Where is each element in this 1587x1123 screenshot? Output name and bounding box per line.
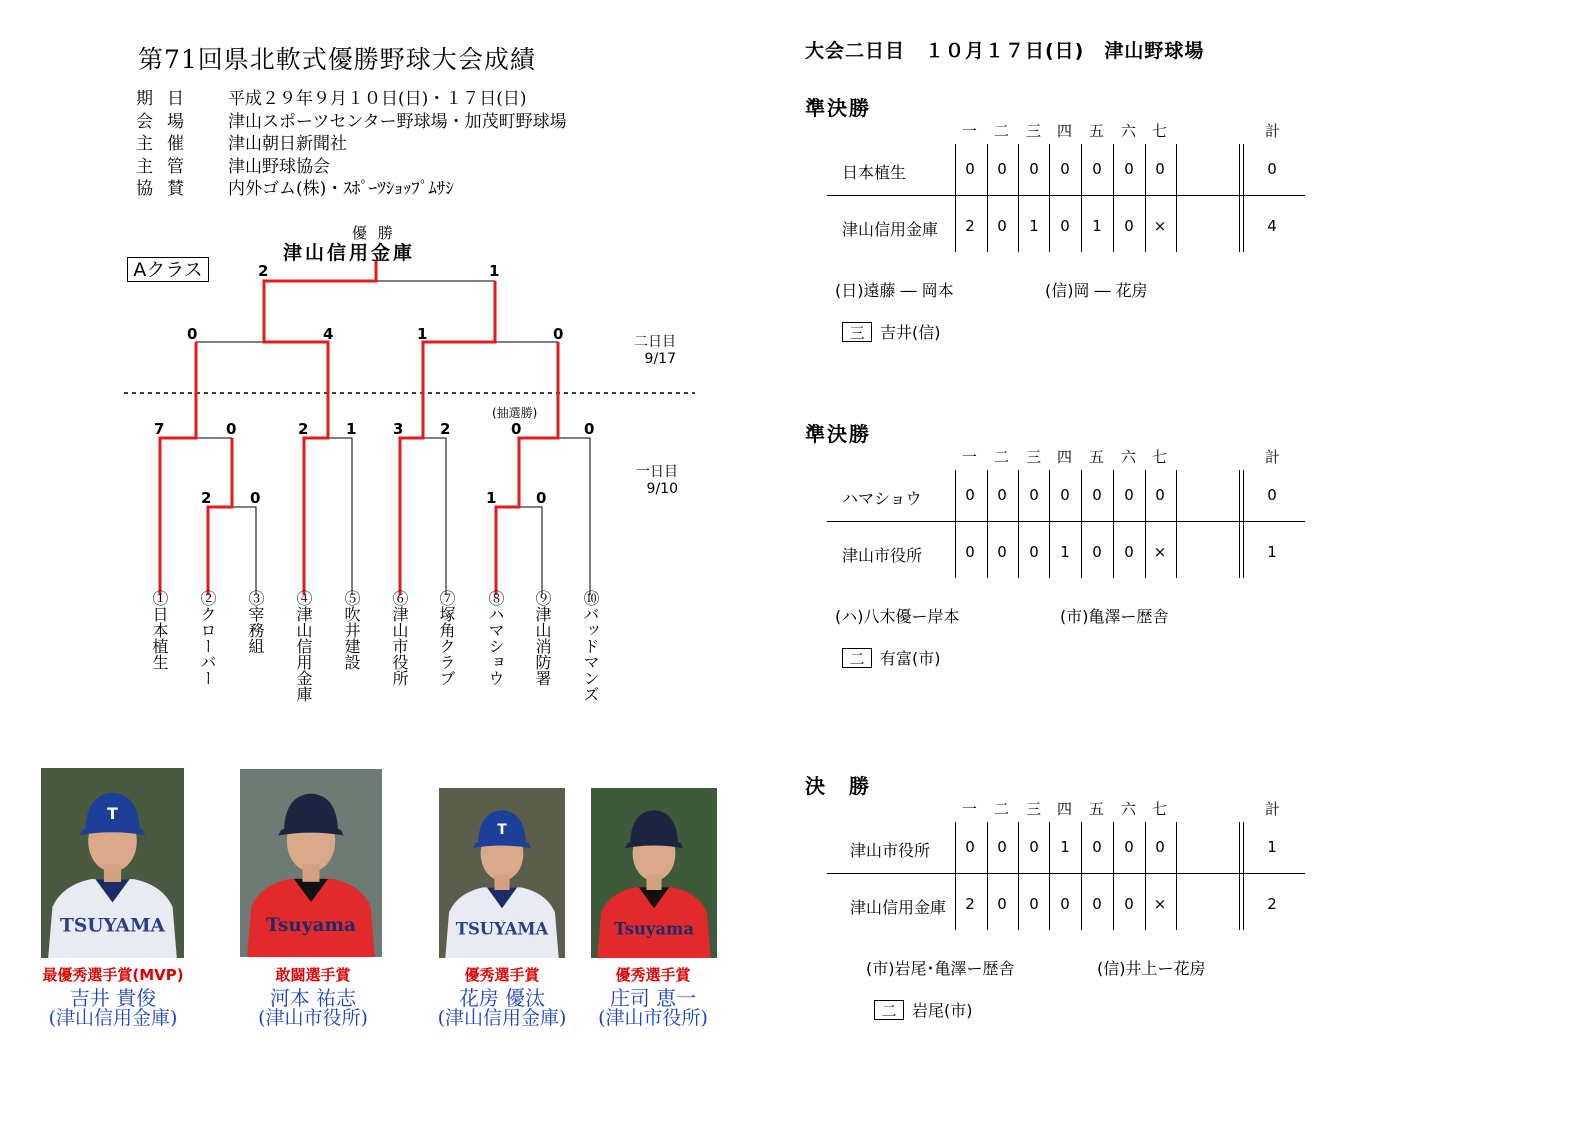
column-divider [1239,144,1240,252]
battery-away: (信)井上ー花房 [1097,959,1206,978]
award-player-team: (津山市役所) [258,1007,368,1029]
inning-score: 0 [965,486,975,504]
column-divider [1176,470,1177,578]
win-line [264,261,376,595]
bracket-line [208,507,256,595]
bracket-score: 0 [250,489,261,507]
total-header: 計 [1265,800,1281,818]
team-name: ③宰務組 [246,590,265,654]
svg-text:TSUYAMA: TSUYAMA [60,914,165,937]
bracket-score: 0 [187,325,198,343]
inning-score: 0 [1029,838,1039,856]
info-key: 主催 [136,134,198,154]
hit-type-box: 二 [842,648,872,668]
bracket-line [160,438,232,595]
win-line [400,281,495,595]
inning-header: 三 [1026,800,1042,818]
column-divider [1113,470,1114,578]
info-key: 会場 [136,111,198,132]
inning-header: 四 [1057,800,1073,818]
info-value: 津山野球協会 [228,156,330,177]
info-value: 平成２９年９月１０日(日)・１７日(日) [228,89,527,109]
inning-score: 0 [1092,838,1102,856]
total-header: 計 [1265,448,1281,466]
scoreboard-team: 日本植生 [842,163,907,182]
team-name: ④津山信用金庫 [294,590,313,702]
award-player-team: (津山信用金庫) [437,1007,567,1029]
inning-header: 一 [962,122,978,140]
column-divider [1176,144,1177,252]
column-divider [1018,822,1019,930]
player-photo [591,788,717,958]
inning-score: 0 [1092,486,1102,504]
row-divider [827,873,1305,874]
player-photo [240,769,382,957]
inning-score: × [1153,217,1167,235]
total-score: 0 [1267,160,1277,178]
hit-player: 岩尾(市) [912,1001,973,1020]
column-divider [1243,822,1244,930]
inning-score: 0 [1029,543,1039,561]
extra-base-hit [842,320,941,343]
team-name: ⑤吹井建設 [342,590,361,670]
inning-score: 0 [965,160,975,178]
award-player-team: (津山市役所) [598,1007,708,1029]
row-divider [827,521,1305,522]
player-photo-image [439,788,565,958]
svg-text:TSUYAMA: TSUYAMA [455,918,549,939]
game-title: 準決勝 [805,422,871,446]
column-divider [987,822,988,930]
inning-score: 0 [1124,838,1134,856]
inning-score: 1 [1092,217,1102,235]
extra-base-hit [874,998,973,1021]
day-header: 大会二日目 １０月１７日(日) 津山野球場 [805,40,1205,62]
scoreboard-team: 津山市役所 [842,546,923,565]
player-photo-image [41,768,184,958]
bracket-score: 4 [323,325,334,343]
award-player-name: 花房 優汰 [458,986,546,1010]
column-divider [1176,822,1177,930]
bracket-score: 1 [486,489,497,507]
svg-text:Tsuyama: Tsuyama [614,918,694,939]
inning-header: 七 [1152,800,1168,818]
class-label: Aクラス [127,257,209,282]
column-divider [955,144,956,252]
team-name: ②クローバー [198,590,217,686]
day-one-label: 一日目 9/10 [636,464,678,497]
column-divider [1243,144,1244,252]
info-value: 内外ゴム(株)・ｽﾎﾟｰﾂｼｮｯﾌﾟﾑｻｼ [228,179,454,199]
svg-text:T: T [107,803,118,824]
inning-score: 0 [1060,160,1070,178]
inning-score: 0 [997,486,1007,504]
inning-header: 四 [1057,448,1073,466]
bracket-line [400,438,446,595]
inning-header: 七 [1152,448,1168,466]
inning-score: 0 [1060,217,1070,235]
award-player-name: 河本 祐志 [269,986,357,1010]
award-title: 優秀選手賞 [464,966,540,984]
battery-home: (ハ)八木優ー岸本 [835,607,960,626]
bracket-score: 2 [258,262,269,280]
inning-score: 1 [1060,543,1070,561]
inning-score: 0 [997,838,1007,856]
battery-away: (市)亀澤ー歴舎 [1060,607,1169,626]
info-key: 主管 [136,156,198,177]
game-title: 決 勝 [805,774,871,798]
inning-score: 2 [965,895,975,913]
info-value: 津山スポーツセンター野球場・加茂町野球場 [228,111,567,132]
award-title: 敢闘選手賞 [275,966,351,984]
inning-header: 二 [994,448,1010,466]
column-divider [1243,470,1244,578]
column-divider [1049,144,1050,252]
scoreboard-team: 津山信用金庫 [850,898,947,917]
award-title: 最優秀選手賞(MVP) [42,966,184,984]
column-divider [955,822,956,930]
bracket-score: 2 [201,489,212,507]
column-divider [1081,144,1082,252]
hit-type-box: 三 [842,322,872,342]
inning-score: 0 [997,895,1007,913]
inning-header: 三 [1026,122,1042,140]
team-name: ⑨津山消防署 [533,590,552,686]
inning-score: 0 [1124,217,1134,235]
win-line [160,342,196,595]
column-divider [1239,470,1240,578]
award-title: 優秀選手賞 [615,966,691,984]
bracket-score: 0 [226,420,237,438]
bracket-score: 1 [417,325,428,343]
column-divider [955,470,956,578]
award-player-name: 吉井 貴俊 [69,986,157,1010]
hit-player: 有富(市) [880,649,941,668]
hit-type-box: 二 [874,1000,904,1020]
inning-score: 0 [1029,895,1039,913]
inning-score: 1 [1029,217,1039,235]
winner-path [160,261,558,595]
bracket-line [496,507,542,595]
column-divider [987,470,988,578]
award-player-name: 庄司 恵一 [609,986,697,1010]
inning-header: 四 [1057,122,1073,140]
player-photo-image [591,788,717,958]
bracket-score: 2 [298,420,309,438]
inning-score: 0 [965,838,975,856]
bracket-score: 0 [584,420,595,438]
extra-base-hit [842,646,941,669]
bracket-line [519,438,590,595]
team-name: ⑥津山市役所 [390,590,409,686]
inning-score: 0 [1155,160,1165,178]
inning-score: 0 [1029,486,1039,504]
player-photo [439,788,565,958]
total-header: 計 [1265,122,1281,140]
row-divider [827,195,1305,196]
inning-score: 0 [1092,543,1102,561]
inning-score: × [1153,543,1167,561]
inning-score: 0 [1155,486,1165,504]
inning-header: 六 [1121,122,1137,140]
inning-score: 0 [1060,895,1070,913]
champion-label: 優 勝 [352,224,396,242]
inning-header: 五 [1089,448,1105,466]
column-divider [1145,470,1146,578]
inning-header: 五 [1089,122,1105,140]
bracket-lines [160,261,590,595]
column-divider [1145,144,1146,252]
svg-text:T: T [497,821,507,838]
info-value: 津山朝日新聞社 [228,134,347,154]
column-divider [1239,822,1240,930]
game-title: 準決勝 [805,96,871,120]
team-name: ①日本植生 [150,590,169,670]
inning-score: 0 [965,543,975,561]
total-score: 1 [1267,543,1277,561]
scoreboard-team: 津山信用金庫 [842,220,939,239]
hit-player: 吉井(信) [880,323,941,342]
page-title: 第71回県北軟式優勝野球大会成績 [138,45,536,74]
champion-team: 津山信用金庫 [283,242,416,264]
inning-score: 0 [1124,160,1134,178]
total-score: 4 [1267,217,1277,235]
bracket-line [264,281,495,342]
player-photo [41,768,184,958]
bracket-score: 0 [536,489,547,507]
total-score: 2 [1267,895,1277,913]
day-two-label: 二日目 9/17 [634,334,676,367]
win-line [208,438,232,595]
inning-score: 0 [1124,486,1134,504]
inning-score: 0 [1092,160,1102,178]
award-player-team: (津山信用金庫) [48,1007,178,1029]
inning-score: 2 [965,217,975,235]
inning-score: 0 [997,160,1007,178]
win-line [496,342,558,595]
column-divider [1049,822,1050,930]
inning-header: 七 [1152,122,1168,140]
lottery-note: (抽選勝) [492,406,538,420]
inning-score: 0 [1124,543,1134,561]
team-name: ⑧ハマショウ [486,590,505,686]
inning-header: 二 [994,800,1010,818]
inning-score: 0 [997,543,1007,561]
column-divider [1049,470,1050,578]
inning-score: × [1153,895,1167,913]
inning-score: 0 [997,217,1007,235]
battery-away: (信)岡 ― 花房 [1045,281,1148,300]
inning-score: 0 [1155,838,1165,856]
column-divider [1018,470,1019,578]
info-key: 協賛 [136,179,198,199]
scoreboard-team: 津山市役所 [850,841,931,860]
inning-header: 六 [1121,800,1137,818]
inning-header: 五 [1089,800,1105,818]
total-score: 1 [1267,838,1277,856]
bracket-score: 0 [553,325,564,343]
bracket-score: 1 [346,420,357,438]
bracket-line [304,438,352,595]
inning-header: 六 [1121,448,1137,466]
team-name: ⑩バッドマンズ [581,590,600,702]
inning-score: 0 [1060,486,1070,504]
column-divider [987,144,988,252]
bracket-score: 0 [511,420,522,438]
inning-header: 二 [994,122,1010,140]
scoreboard-team: ハマショウ [842,489,922,508]
info-key: 期日 [136,89,198,109]
column-divider [1081,470,1082,578]
column-divider [1145,822,1146,930]
inning-header: 一 [962,448,978,466]
inning-score: 1 [1060,838,1070,856]
inning-score: 0 [1092,895,1102,913]
bracket-score: 2 [440,420,451,438]
battery-home: (市)岩尾･亀澤ー歴舎 [866,959,1015,978]
bracket-score: 1 [489,262,500,280]
inning-header: 三 [1026,448,1042,466]
inning-score: 0 [1124,895,1134,913]
svg-text:Tsuyama: Tsuyama [265,914,357,937]
inning-header: 一 [962,800,978,818]
bracket-score: 3 [393,420,404,438]
team-name: ⑦塚角クラブ [437,590,456,686]
bracket-score: 7 [154,420,165,438]
battery-home: (日)遠藤 ― 岡本 [835,281,954,300]
total-score: 0 [1267,486,1277,504]
column-divider [1113,144,1114,252]
player-photo-image [240,769,382,957]
column-divider [1018,144,1019,252]
column-divider [1081,822,1082,930]
column-divider [1113,822,1114,930]
inning-score: 0 [1029,160,1039,178]
